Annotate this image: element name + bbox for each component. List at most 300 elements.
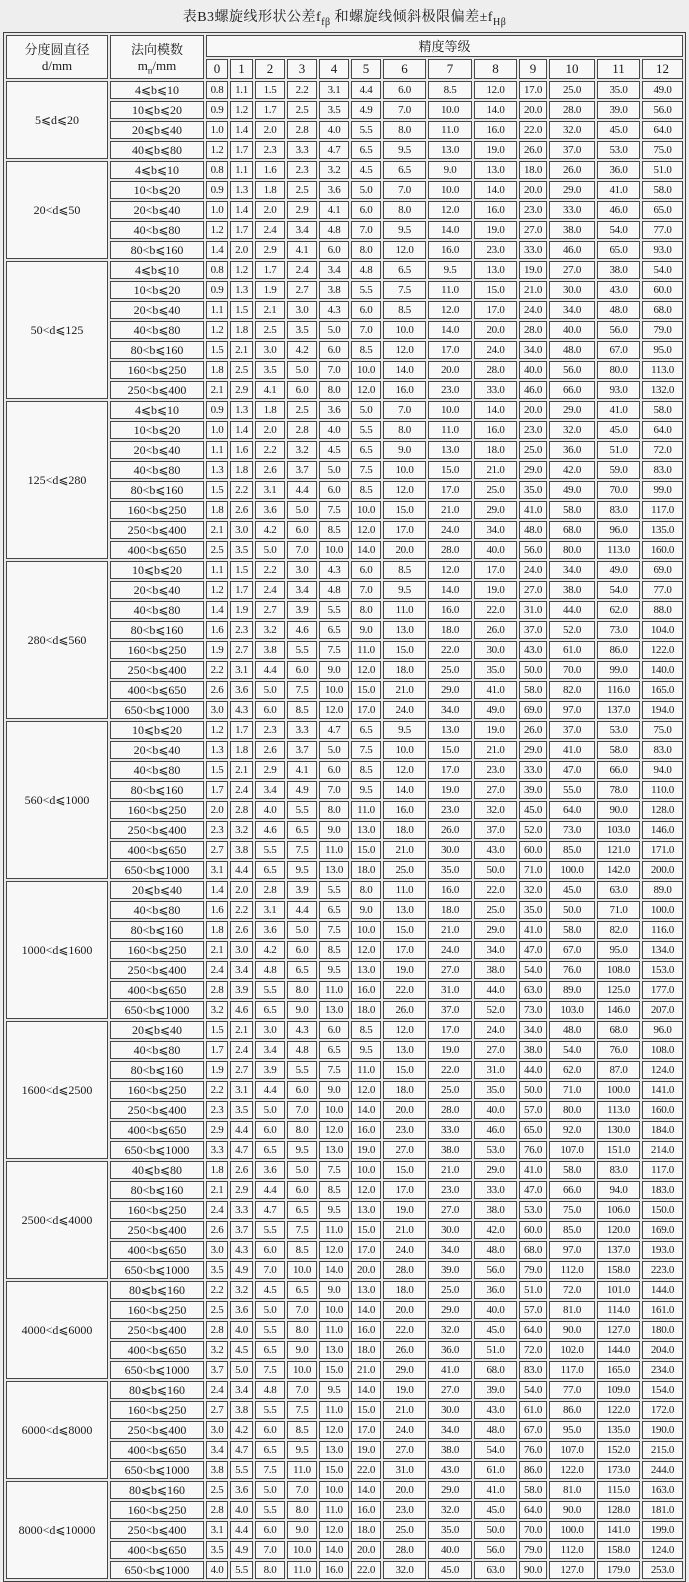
tolerance-value-cell: 2.9 [287, 201, 317, 219]
tolerance-value-cell: 11.0 [383, 601, 426, 619]
title-subscript-h: Hβ [492, 16, 507, 28]
tolerance-value-cell: 63.0 [597, 881, 640, 899]
tolerance-value-cell: 8.5 [351, 1021, 381, 1039]
tolerance-value-cell: 4.8 [319, 221, 349, 239]
module-range-cell: 40<b⩽80 [110, 601, 204, 619]
tolerance-value-cell: 113.0 [597, 541, 640, 559]
tolerance-value-cell: 3.9 [287, 881, 317, 899]
tolerance-value-cell: 112.0 [549, 1261, 595, 1279]
tolerance-value-cell: 19.0 [428, 781, 472, 799]
header-module-unit: $m_n/mm$ [137, 57, 177, 76]
tolerance-value-cell: 5.5 [255, 1501, 285, 1519]
tolerance-value-cell: 14.0 [474, 181, 517, 199]
tolerance-value-cell: 3.4 [287, 221, 317, 239]
tolerance-value-cell: 2.1 [206, 381, 228, 399]
tolerance-value-cell: 53.0 [474, 1141, 517, 1159]
tolerance-value-cell: 95.0 [549, 1421, 595, 1439]
tolerance-value-cell: 44.0 [519, 1061, 547, 1079]
module-range-cell: 650<b⩽1000 [110, 1001, 204, 1019]
tolerance-value-cell: 86.0 [519, 1461, 547, 1479]
tolerance-value-cell: 12.0 [428, 201, 472, 219]
tolerance-value-cell: 9.5 [383, 581, 426, 599]
tolerance-value-cell: 3.7 [206, 1361, 228, 1379]
tolerance-value-cell: 93.0 [642, 241, 683, 259]
tolerance-value-cell: 122.0 [549, 1461, 595, 1479]
tolerance-value-cell: 12.0 [351, 381, 381, 399]
tolerance-value-cell: 11.0 [287, 1461, 317, 1479]
tolerance-value-cell: 8.5 [319, 1181, 349, 1199]
module-range-cell: 400<b⩽650 [110, 1441, 204, 1459]
tolerance-value-cell: 13.0 [383, 621, 426, 639]
tolerance-value-cell: 17.0 [519, 81, 547, 99]
tolerance-value-cell: 141.0 [642, 1081, 683, 1099]
tolerance-value-cell: 35.0 [428, 1521, 472, 1539]
tolerance-value-cell: 41.0 [519, 501, 547, 519]
module-range-cell: 80<b⩽160 [110, 781, 204, 799]
module-range-cell: 160<b⩽250 [110, 1401, 204, 1419]
tolerance-value-cell: 45.0 [549, 881, 595, 899]
tolerance-value-cell: 46.0 [549, 241, 595, 259]
tolerance-value-cell: 15.0 [351, 681, 381, 699]
tolerance-value-cell: 3.0 [206, 1241, 228, 1259]
tolerance-value-cell: 117.0 [549, 1361, 595, 1379]
tolerance-value-cell: 51.0 [597, 441, 640, 459]
tolerance-value-cell: 7.5 [287, 1401, 317, 1419]
tolerance-value-cell: 4.4 [255, 661, 285, 679]
tolerance-value-cell: 108.0 [642, 1041, 683, 1059]
tolerance-value-cell: 1.6 [255, 161, 285, 179]
tolerance-value-cell: 24.0 [519, 561, 547, 579]
tolerance-value-cell: 20.0 [428, 361, 472, 379]
tolerance-value-cell: 24.0 [383, 1421, 426, 1439]
tolerance-value-cell: 21.0 [428, 921, 472, 939]
tolerance-value-cell: 1.9 [206, 641, 228, 659]
tolerance-value-cell: 7.5 [319, 641, 349, 659]
tolerance-value-cell: 7.0 [255, 1261, 285, 1279]
tolerance-value-cell: 2.0 [255, 201, 285, 219]
tolerance-value-cell: 6.5 [287, 961, 317, 979]
tolerance-value-cell: 15.0 [383, 641, 426, 659]
tolerance-value-cell: 40.0 [549, 321, 595, 339]
tolerance-value-cell: 58.0 [519, 1481, 547, 1499]
tolerance-value-cell: 15.0 [428, 741, 472, 759]
tolerance-value-cell: 31.0 [428, 981, 472, 999]
tolerance-value-cell: 9.0 [428, 161, 472, 179]
tolerance-value-cell: 7.5 [351, 461, 381, 479]
tolerance-value-cell: 26.0 [519, 141, 547, 159]
tolerance-value-cell: 7.5 [287, 681, 317, 699]
tolerance-value-cell: 4.1 [287, 241, 317, 259]
tolerance-value-cell: 92.0 [549, 1121, 595, 1139]
tolerance-value-cell: 6.5 [351, 441, 381, 459]
tolerance-value-cell: 11.0 [351, 1061, 381, 1079]
tolerance-value-cell: 160.0 [642, 541, 683, 559]
module-range-cell: 40<b⩽80 [110, 221, 204, 239]
tolerance-value-cell: 101.0 [597, 1281, 640, 1299]
tolerance-value-cell: 2.0 [255, 421, 285, 439]
tolerance-value-cell: 90.0 [549, 1501, 595, 1519]
tolerance-value-cell: 180.0 [642, 1321, 683, 1339]
tolerance-value-cell: 14.0 [351, 1301, 381, 1319]
tolerance-value-cell: 18.0 [428, 621, 472, 639]
tolerance-value-cell: 22.0 [428, 1061, 472, 1079]
tolerance-value-cell: 2.2 [230, 481, 253, 499]
tolerance-value-cell: 5.0 [287, 361, 317, 379]
tolerance-value-cell: 47.0 [519, 1181, 547, 1199]
tolerance-value-cell: 30.0 [428, 1221, 472, 1239]
tolerance-value-cell: 100.0 [597, 1081, 640, 1099]
header-diameter-label: 分度圆直径 [24, 42, 90, 58]
tolerance-value-cell: 96.0 [597, 521, 640, 539]
module-range-cell: 650<b⩽1000 [110, 701, 204, 719]
tolerance-value-cell: 7.5 [287, 841, 317, 859]
tolerance-value-cell: 83.0 [519, 1361, 547, 1379]
tolerance-value-cell: 16.0 [383, 381, 426, 399]
tolerance-value-cell: 3.1 [319, 81, 349, 99]
tolerance-value-cell: 22.0 [383, 1321, 426, 1339]
tolerance-value-cell: 1.3 [230, 181, 253, 199]
tolerance-value-cell: 19.0 [428, 1041, 472, 1059]
tolerance-value-cell: 14.0 [319, 1261, 349, 1279]
tolerance-value-cell: 3.7 [287, 461, 317, 479]
tolerance-value-cell: 20.0 [351, 1541, 381, 1559]
tolerance-value-cell: 35.0 [597, 81, 640, 99]
tolerance-value-cell: 23.0 [474, 241, 517, 259]
tolerance-value-cell: 21.0 [383, 681, 426, 699]
tolerance-value-cell: 3.6 [255, 1161, 285, 1179]
tolerance-value-cell: 3.3 [206, 1141, 228, 1159]
tolerance-value-cell: 5.0 [287, 921, 317, 939]
tolerance-value-cell: 6.0 [319, 481, 349, 499]
tolerance-value-cell: 43.0 [597, 281, 640, 299]
tolerance-value-cell: 40.0 [519, 361, 547, 379]
tolerance-value-cell: 2.3 [255, 141, 285, 159]
tolerance-value-cell: 17.0 [428, 341, 472, 359]
tolerance-value-cell: 83.0 [642, 461, 683, 479]
tolerance-value-cell: 5.5 [319, 601, 349, 619]
tolerance-value-cell: 2.4 [206, 1381, 228, 1399]
tolerance-value-cell: 34.0 [428, 1421, 472, 1439]
tolerance-value-cell: 33.0 [474, 1181, 517, 1199]
tolerance-value-cell: 1.2 [230, 101, 253, 119]
tolerance-value-cell: 12.0 [351, 1081, 381, 1099]
tolerance-value-cell: 1.2 [206, 141, 228, 159]
tolerance-value-cell: 122.0 [642, 641, 683, 659]
tolerance-value-cell: 60.0 [642, 281, 683, 299]
module-range-cell: 250<b⩽400 [110, 381, 204, 399]
tolerance-value-cell: 1.1 [206, 441, 228, 459]
tolerance-value-cell: 14.0 [474, 401, 517, 419]
tolerance-value-cell: 100.0 [642, 901, 683, 919]
tolerance-value-cell: 21.0 [474, 461, 517, 479]
table-row [6, 1021, 683, 1039]
tolerance-value-cell: 17.0 [383, 521, 426, 539]
tolerance-value-cell: 2.9 [206, 1121, 228, 1139]
tolerance-value-cell: 2.1 [206, 1181, 228, 1199]
tolerance-value-cell: 38.0 [474, 961, 517, 979]
tolerance-value-cell: 3.2 [230, 821, 253, 839]
tolerance-value-cell: 22.0 [428, 641, 472, 659]
tolerance-value-cell: 73.0 [519, 1001, 547, 1019]
module-range-cell: 80<b⩽160 [110, 921, 204, 939]
tolerance-value-cell: 3.9 [230, 981, 253, 999]
tolerance-value-cell: 64.0 [549, 801, 595, 819]
tolerance-value-cell: 5.5 [287, 801, 317, 819]
tolerance-value-cell: 8.0 [383, 421, 426, 439]
tolerance-value-cell: 5.5 [255, 1221, 285, 1239]
tolerance-value-cell: 71.0 [597, 901, 640, 919]
tolerance-value-cell: 34.0 [519, 341, 547, 359]
grade-column-header: 0 [206, 59, 228, 79]
tolerance-value-cell: 41.0 [428, 1361, 472, 1379]
tolerance-value-cell: 39.0 [474, 1381, 517, 1399]
tolerance-value-cell: 34.0 [428, 701, 472, 719]
table-row [6, 161, 683, 179]
tolerance-value-cell: 33.0 [474, 381, 517, 399]
module-range-cell: 4⩽b⩽10 [110, 161, 204, 179]
tolerance-value-cell: 5.0 [255, 681, 285, 699]
tolerance-value-cell: 73.0 [549, 821, 595, 839]
tolerance-value-cell: 19.0 [383, 961, 426, 979]
tolerance-value-cell: 144.0 [597, 1341, 640, 1359]
tolerance-value-cell: 20.0 [519, 101, 547, 119]
tolerance-value-cell: 2.6 [255, 741, 285, 759]
tolerance-value-cell: 12.0 [351, 521, 381, 539]
tolerance-value-cell: 20.0 [383, 1301, 426, 1319]
tolerance-value-cell: 41.0 [519, 921, 547, 939]
tolerance-value-cell: 120.0 [597, 1221, 640, 1239]
tolerance-value-cell: 27.0 [383, 1441, 426, 1459]
module-range-cell: 160<b⩽250 [110, 1501, 204, 1519]
tolerance-value-cell: 25.0 [383, 1521, 426, 1539]
tolerance-value-cell: 16.0 [351, 1501, 381, 1519]
tolerance-value-cell: 171.0 [642, 841, 683, 859]
tolerance-value-cell: 32.0 [383, 1561, 426, 1579]
tolerance-value-cell: 11.0 [428, 281, 472, 299]
tolerance-value-cell: 177.0 [642, 981, 683, 999]
tolerance-value-cell: 56.0 [642, 101, 683, 119]
tolerance-value-cell: 34.0 [428, 1241, 472, 1259]
tolerance-value-cell: 7.5 [255, 1361, 285, 1379]
tolerance-value-cell: 4.5 [230, 1341, 253, 1359]
tolerance-value-cell: 29.0 [549, 401, 595, 419]
tolerance-value-cell: 75.0 [549, 1201, 595, 1219]
tolerance-value-cell: 18.0 [383, 1081, 426, 1099]
tolerance-value-cell: 215.0 [642, 1441, 683, 1459]
tolerance-value-cell: 9.0 [351, 901, 381, 919]
tolerance-value-cell: 18.0 [351, 861, 381, 879]
tolerance-value-cell: 45.0 [597, 121, 640, 139]
tolerance-value-cell: 69.0 [519, 701, 547, 719]
tolerance-value-cell: 1.2 [206, 581, 228, 599]
tolerance-value-cell: 34.0 [474, 941, 517, 959]
grade-column-header: 5 [351, 59, 381, 79]
tolerance-value-cell: 1.0 [206, 201, 228, 219]
header-accuracy-grades: 精度等级 [206, 35, 683, 57]
tolerance-value-cell: 96.0 [642, 1021, 683, 1039]
tolerance-value-cell: 1.7 [230, 141, 253, 159]
tolerance-value-cell: 10.0 [351, 1161, 381, 1179]
tolerance-value-cell: 10.0 [351, 501, 381, 519]
tolerance-value-cell: 8.0 [287, 1121, 317, 1139]
tolerance-value-cell: 35.0 [519, 901, 547, 919]
tolerance-value-cell: 106.0 [597, 1201, 640, 1219]
tolerance-value-cell: 13.0 [351, 821, 381, 839]
tolerance-value-cell: 234.0 [642, 1361, 683, 1379]
tolerance-value-cell: 85.0 [549, 841, 595, 859]
tolerance-value-cell: 3.5 [206, 1261, 228, 1279]
tolerance-value-cell: 5.5 [287, 641, 317, 659]
tolerance-table [3, 32, 686, 1582]
tolerance-value-cell: 6.0 [287, 1181, 317, 1199]
tolerance-value-cell: 2.0 [230, 241, 253, 259]
tolerance-value-cell: 3.1 [255, 481, 285, 499]
tolerance-value-cell: 54.0 [519, 961, 547, 979]
tolerance-value-cell: 14.0 [351, 1381, 381, 1399]
tolerance-value-cell: 7.0 [383, 401, 426, 419]
tolerance-value-cell: 13.0 [474, 161, 517, 179]
tolerance-value-cell: 2.6 [206, 1221, 228, 1239]
tolerance-value-cell: 13.0 [319, 1341, 349, 1359]
tolerance-value-cell: 61.0 [549, 641, 595, 659]
tolerance-value-cell: 30.0 [428, 841, 472, 859]
tolerance-value-cell: 1.7 [255, 101, 285, 119]
tolerance-value-cell: 99.0 [597, 661, 640, 679]
tolerance-value-cell: 2.1 [206, 941, 228, 959]
tolerance-value-cell: 2.7 [255, 601, 285, 619]
tolerance-value-cell: 13.0 [428, 141, 472, 159]
header-module [110, 35, 204, 79]
tolerance-value-cell: 21.0 [383, 1221, 426, 1239]
diameter-range-cell: 6000<d⩽8000 [6, 1381, 108, 1479]
tolerance-value-cell: 1.5 [255, 81, 285, 99]
tolerance-value-cell: 29.0 [474, 921, 517, 939]
tolerance-value-cell: 10.0 [319, 1101, 349, 1119]
tolerance-value-cell: 17.0 [383, 1181, 426, 1199]
tolerance-value-cell: 32.0 [549, 421, 595, 439]
tolerance-value-cell: 183.0 [642, 1181, 683, 1199]
tolerance-value-cell: 2.3 [230, 621, 253, 639]
tolerance-value-cell: 10.0 [287, 1261, 317, 1279]
tolerance-value-cell: 1.1 [206, 301, 228, 319]
tolerance-value-cell: 6.0 [255, 1241, 285, 1259]
tolerance-value-cell: 2.2 [255, 561, 285, 579]
tolerance-value-cell: 41.0 [519, 1161, 547, 1179]
tolerance-value-cell: 38.0 [474, 1201, 517, 1219]
tolerance-value-cell: 3.5 [230, 541, 253, 559]
tolerance-value-cell: 42.0 [549, 461, 595, 479]
tolerance-value-cell: 82.0 [597, 921, 640, 939]
tolerance-value-cell: 6.0 [351, 301, 381, 319]
tolerance-value-cell: 99.0 [642, 481, 683, 499]
tolerance-value-cell: 4.9 [230, 1541, 253, 1559]
tolerance-value-cell: 22.0 [351, 1561, 381, 1579]
tolerance-value-cell: 75.0 [642, 721, 683, 739]
tolerance-value-cell: 31.0 [474, 1061, 517, 1079]
module-range-cell: 250<b⩽400 [110, 661, 204, 679]
tolerance-value-cell: 33.0 [428, 1121, 472, 1139]
tolerance-value-cell: 14.0 [428, 581, 472, 599]
tolerance-value-cell: 1.5 [206, 1021, 228, 1039]
tolerance-value-cell: 3.6 [230, 681, 253, 699]
tolerance-value-cell: 17.0 [428, 1021, 472, 1039]
tolerance-value-cell: 9.0 [319, 661, 349, 679]
tolerance-value-cell: 117.0 [642, 501, 683, 519]
tolerance-value-cell: 4.9 [351, 101, 381, 119]
module-range-cell: 250<b⩽400 [110, 1421, 204, 1439]
tolerance-value-cell: 25.0 [383, 861, 426, 879]
tolerance-value-cell: 39.0 [519, 781, 547, 799]
tolerance-value-cell: 28.0 [549, 101, 595, 119]
tolerance-value-cell: 2.8 [206, 1501, 228, 1519]
tolerance-value-cell: 7.0 [351, 221, 381, 239]
tolerance-value-cell: 19.0 [519, 261, 547, 279]
tolerance-value-cell: 4.9 [230, 1261, 253, 1279]
tolerance-value-cell: 71.0 [549, 1081, 595, 1099]
tolerance-value-cell: 2.5 [206, 541, 228, 559]
tolerance-value-cell: 5.5 [255, 841, 285, 859]
tolerance-value-cell: 2.3 [255, 721, 285, 739]
tolerance-value-cell: 20.0 [519, 181, 547, 199]
tolerance-value-cell: 9.0 [287, 1341, 317, 1359]
tolerance-value-cell: 25.0 [428, 1281, 472, 1299]
tolerance-value-cell: 48.0 [474, 1241, 517, 1259]
tolerance-value-cell: 18.0 [383, 821, 426, 839]
tolerance-value-cell: 2.4 [287, 261, 317, 279]
tolerance-value-cell: 38.0 [597, 261, 640, 279]
tolerance-value-cell: 20.0 [519, 401, 547, 419]
tolerance-value-cell: 3.3 [230, 1201, 253, 1219]
tolerance-value-cell: 27.0 [519, 221, 547, 239]
tolerance-value-cell: 20.0 [351, 1261, 381, 1279]
tolerance-value-cell: 9.5 [287, 1441, 317, 1459]
tolerance-value-cell: 58.0 [642, 181, 683, 199]
tolerance-value-cell: 135.0 [642, 521, 683, 539]
tolerance-value-cell: 52.0 [519, 821, 547, 839]
module-range-cell: 80<b⩽160 [110, 1181, 204, 1199]
tolerance-value-cell: 5.0 [351, 401, 381, 419]
tolerance-value-cell: 52.0 [549, 621, 595, 639]
grade-column-header: 7 [428, 59, 472, 79]
grade-column-header: 2 [255, 59, 285, 79]
tolerance-value-cell: 1.7 [230, 721, 253, 739]
table-row [6, 561, 683, 579]
tolerance-value-cell: 18.0 [474, 441, 517, 459]
tolerance-value-cell: 46.0 [474, 1121, 517, 1139]
tolerance-value-cell: 3.5 [287, 321, 317, 339]
tolerance-value-cell: 27.0 [474, 1041, 517, 1059]
tolerance-value-cell: 47.0 [519, 941, 547, 959]
tolerance-value-cell: 2.8 [206, 1321, 228, 1339]
tolerance-value-cell: 17.0 [383, 941, 426, 959]
table-row [6, 881, 683, 899]
tolerance-value-cell: 11.0 [351, 801, 381, 819]
tolerance-value-cell: 57.0 [519, 1101, 547, 1119]
tolerance-value-cell: 7.5 [351, 741, 381, 759]
tolerance-value-cell: 15.0 [351, 1221, 381, 1239]
tolerance-value-cell: 53.0 [597, 721, 640, 739]
tolerance-value-cell: 1.2 [206, 721, 228, 739]
tolerance-value-cell: 29.0 [474, 501, 517, 519]
tolerance-value-cell: 3.2 [319, 161, 349, 179]
tolerance-value-cell: 121.0 [597, 841, 640, 859]
tolerance-value-cell: 40.0 [474, 1301, 517, 1319]
grade-column-header: 11 [597, 59, 640, 79]
tolerance-value-cell: 72.0 [642, 441, 683, 459]
tolerance-value-cell: 4.7 [319, 721, 349, 739]
tolerance-value-cell: 23.0 [519, 201, 547, 219]
tolerance-value-cell: 1.0 [206, 121, 228, 139]
